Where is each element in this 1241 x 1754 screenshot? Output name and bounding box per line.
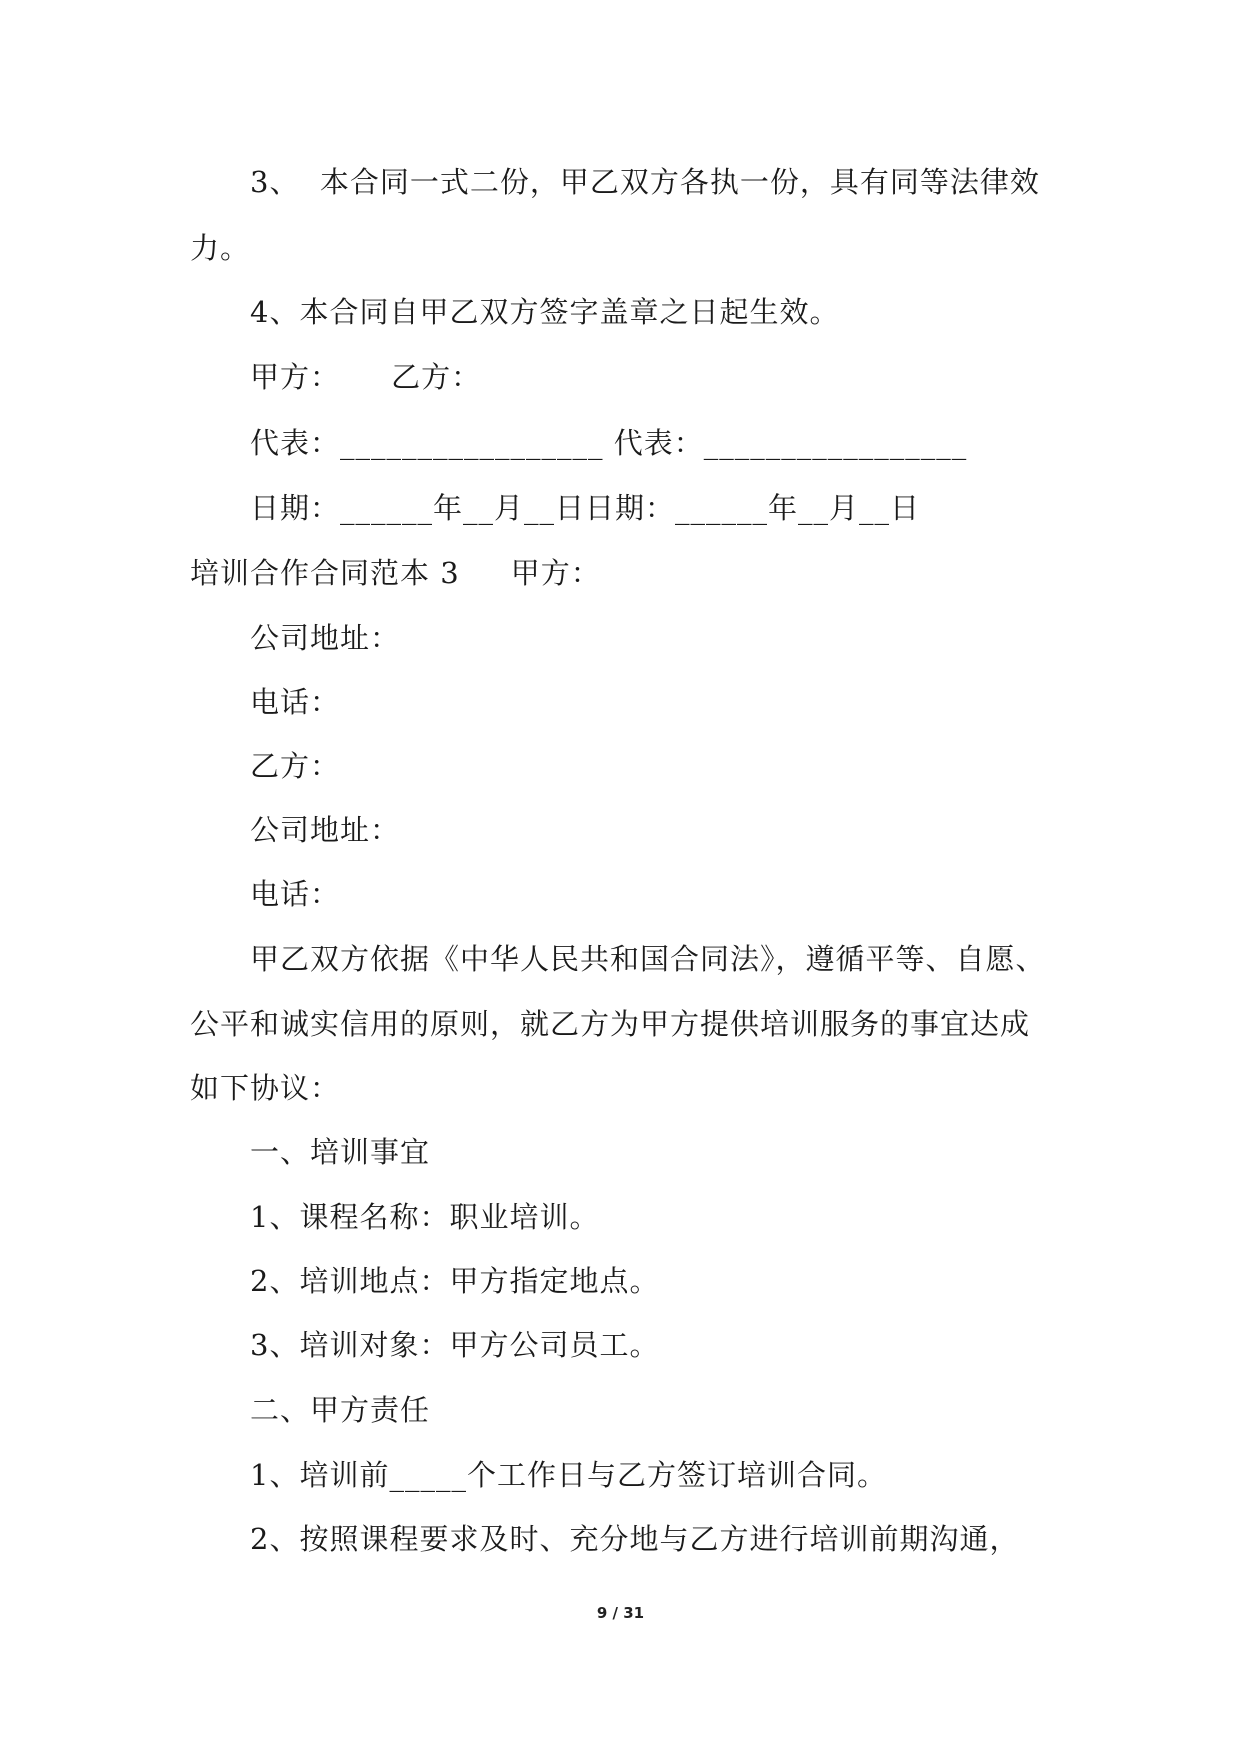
signature-representatives: 代表：_________________ 代表：_________________	[250, 426, 968, 460]
party-b-phone: 电话：	[250, 877, 341, 911]
party-b-address: 公司地址：	[250, 813, 401, 847]
clause-4: 4、本合同自甲乙双方签字盖章之日起生效。	[250, 295, 840, 329]
section-2-item-1: 1、培训前_____个工作日与乙方签订培训合同。	[250, 1458, 887, 1492]
section-2-item-2: 2、按照课程要求及时、充分地与乙方进行培训前期沟通，	[250, 1522, 1020, 1556]
page-number: 9 / 31	[596, 1604, 645, 1622]
preamble-line-2: 公平和诚实信用的原则，就乙方为甲方提供培训服务的事宜达成	[190, 1007, 1031, 1041]
section-1-item-1: 1、课程名称：职业培训。	[250, 1200, 600, 1234]
section-1-item-2: 2、培训地点：甲方指定地点。	[250, 1264, 660, 1298]
signature-parties: 甲方： 乙方：	[250, 360, 482, 394]
clause-3-line-2: 力。	[190, 231, 251, 265]
section-2-heading: 二、甲方责任	[250, 1393, 431, 1427]
party-a-address: 公司地址：	[250, 621, 401, 655]
clause-3-line-1: 3、 本合同一式二份，甲乙双方各执一份，具有同等法律效	[250, 165, 1040, 199]
signature-dates: 日期：______年__月__日日期：______年__月__日	[250, 491, 921, 525]
section-1-heading: 一、培训事宜	[250, 1135, 431, 1169]
party-b-label: 乙方：	[250, 749, 341, 783]
preamble-line-3: 如下协议：	[190, 1071, 341, 1105]
contract-title-party-a: 培训合作合同范本 3 甲方：	[190, 556, 601, 590]
preamble-line-1: 甲乙双方依据《中华人民共和国合同法》，遵循平等、自愿、	[250, 942, 1046, 976]
party-a-phone: 电话：	[250, 685, 341, 719]
section-1-item-3: 3、培训对象：甲方公司员工。	[250, 1328, 660, 1362]
